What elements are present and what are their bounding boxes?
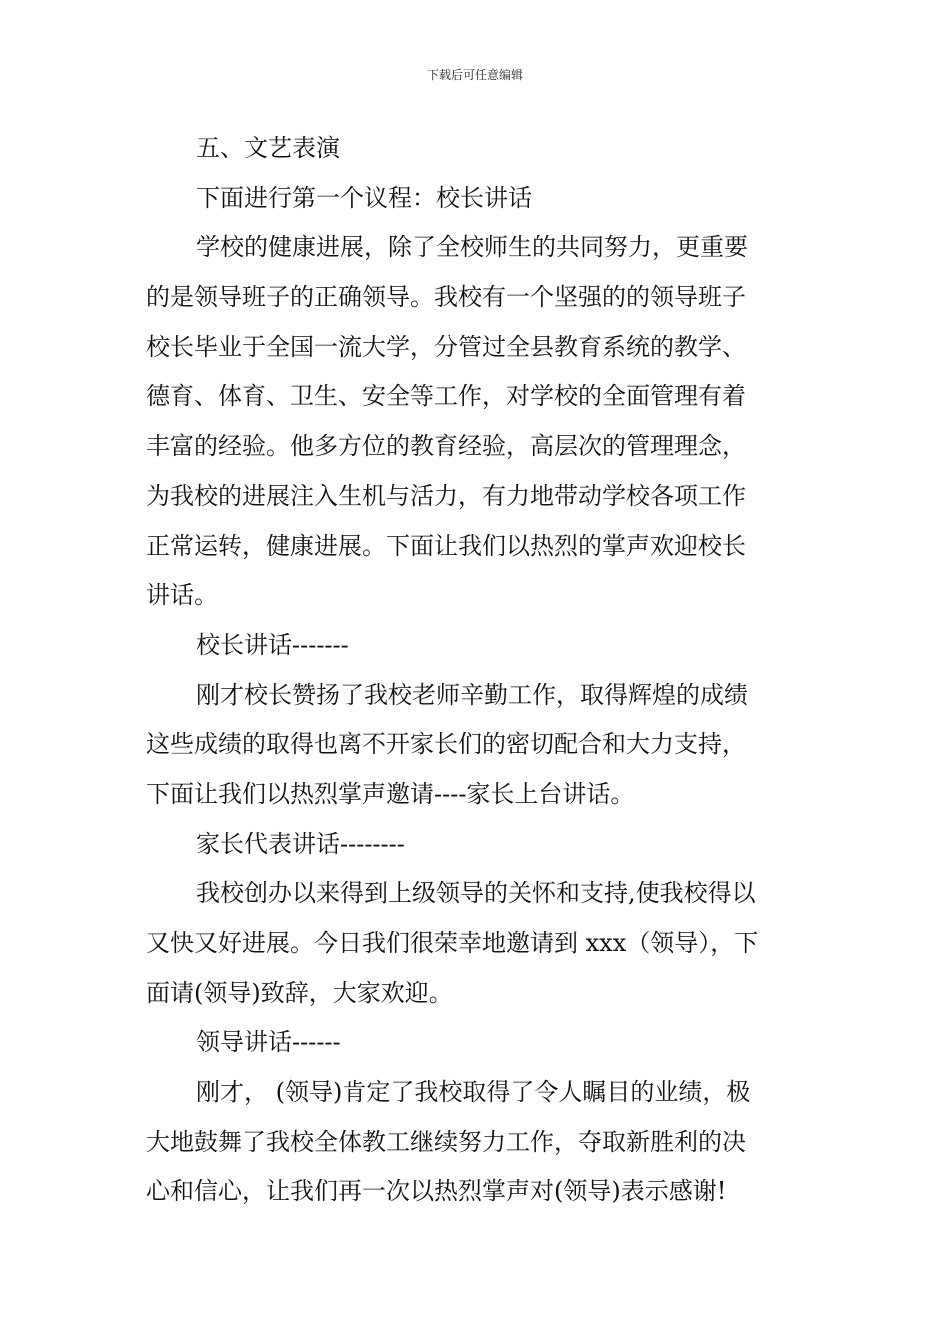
text-line: 校长讲话------- — [196, 630, 349, 659]
text-line: 讲话。 — [146, 581, 218, 610]
text-line: 五、文艺表演 — [196, 134, 340, 162]
text-line: 德育、体育、卫生、安全等工作，对学校的全面管理有着 — [146, 382, 746, 411]
text-line: 面请(领导)致辞，大家欢迎。 — [146, 978, 453, 1007]
text-line: 学校的健康进展，除了全校师生的共同努力，更重要 — [196, 233, 748, 262]
text-line: 大地鼓舞了我校全体教工继续努力工作，夺取新胜利的决 — [146, 1127, 746, 1156]
text-line: 心和信心，让我们再一次以热烈掌声对(领导)表示感谢! — [146, 1177, 727, 1206]
text-line: 下面进行第一个议程：校长讲话 — [196, 183, 532, 212]
text-line: 家长代表讲话-------- — [196, 829, 405, 858]
text-line: 这些成绩的取得也离不开家长们的密切配合和大力支持， — [146, 730, 746, 759]
text-line: 的是领导班子的正确领导。我校有一个坚强的的领导班子 — [146, 283, 746, 312]
text-line: 正常运转，健康进展。下面让我们以热烈的掌声欢迎校长 — [146, 531, 746, 560]
text-line: 又快又好进展。今日我们很荣幸地邀请到 xxx（领导），下 — [146, 929, 759, 957]
text-line: 刚才， (领导)肯定了我校取得了令人瞩目的业绩，极 — [196, 1078, 751, 1107]
document-body — [146, 124, 808, 1217]
text-line: 刚才校长赞扬了我校老师辛勤工作，取得辉煌的成绩 — [196, 680, 748, 709]
text-line: 丰富的经验。他多方位的教育经验，高层次的管理理念， — [146, 432, 746, 461]
text-line: 我校创办以来得到上级领导的关怀和支持,使我校得以 — [196, 879, 756, 908]
text-line: 校长毕业于全国一流大学，分管过全县教育系统的教学、 — [146, 332, 746, 361]
text-line: 领导讲话------ — [196, 1028, 341, 1057]
text-line: 为我校的进展注入生机与活力，有力地带动学校各项工作 — [146, 481, 746, 510]
text-line: 下面让我们以热烈掌声邀请----家长上台讲话。 — [146, 779, 635, 808]
page-header: 下载后可任意编辑 — [426, 68, 523, 82]
